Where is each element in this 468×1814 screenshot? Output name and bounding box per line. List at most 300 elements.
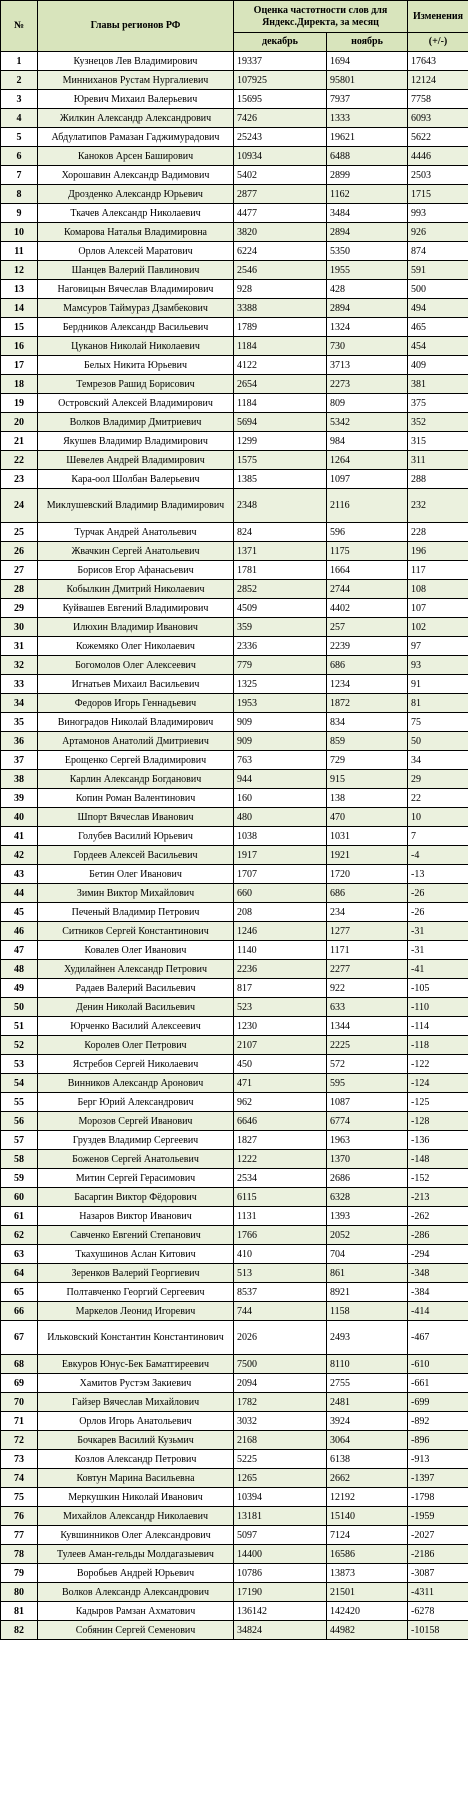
- change-value: -414: [408, 1302, 468, 1321]
- table-row: [1, 751, 468, 770]
- row-number: 33: [1, 675, 38, 694]
- november-value: 809: [327, 394, 408, 413]
- november-value: 1277: [327, 922, 408, 941]
- change-value: 315: [408, 432, 468, 451]
- december-value: 1131: [234, 1207, 327, 1226]
- november-value: 2894: [327, 223, 408, 242]
- november-value: 729: [327, 751, 408, 770]
- table-row: [1, 1564, 468, 1583]
- december-value: 10394: [234, 1488, 327, 1507]
- table-row: [1, 1374, 468, 1393]
- row-number: 72: [1, 1431, 38, 1450]
- change-value: -2186: [408, 1545, 468, 1564]
- row-number: 21: [1, 432, 38, 451]
- change-value: 232: [408, 489, 468, 523]
- table-row: [1, 337, 468, 356]
- row-number: 70: [1, 1393, 38, 1412]
- governor-name: Гордеев Алексей Васильевич: [38, 846, 234, 865]
- november-value: 2116: [327, 489, 408, 523]
- governor-name: Мамсуров Таймураз Дзамбекович: [38, 299, 234, 318]
- december-value: 471: [234, 1074, 327, 1093]
- change-value: 454: [408, 337, 468, 356]
- november-value: 8921: [327, 1283, 408, 1302]
- november-value: 2239: [327, 637, 408, 656]
- table-row: [1, 618, 468, 637]
- december-value: 5097: [234, 1526, 327, 1545]
- change-value: 107: [408, 599, 468, 618]
- december-value: 4122: [234, 356, 327, 375]
- december-value: 1265: [234, 1469, 327, 1488]
- november-value: 6488: [327, 147, 408, 166]
- table-row: [1, 903, 468, 922]
- change-value: 17643: [408, 52, 468, 71]
- row-number: 49: [1, 979, 38, 998]
- governor-name: Волков Александр Александрович: [38, 1583, 234, 1602]
- row-number: 41: [1, 827, 38, 846]
- table-row: [1, 1131, 468, 1150]
- november-value: 7124: [327, 1526, 408, 1545]
- table-row: [1, 394, 468, 413]
- november-value: 1955: [327, 261, 408, 280]
- table-row: [1, 1169, 468, 1188]
- table-row: [1, 637, 468, 656]
- row-number: 5: [1, 128, 38, 147]
- december-value: 1575: [234, 451, 327, 470]
- november-value: 19621: [327, 128, 408, 147]
- governor-name: Полтавченко Георгий Сергеевич: [38, 1283, 234, 1302]
- change-value: 7758: [408, 90, 468, 109]
- change-value: 6093: [408, 109, 468, 128]
- table-row: [1, 166, 468, 185]
- governor-name: Кузнецов Лев Владимирович: [38, 52, 234, 71]
- governor-name: Белых Никита Юрьевич: [38, 356, 234, 375]
- change-value: 91: [408, 675, 468, 694]
- row-number: 37: [1, 751, 38, 770]
- row-number: 39: [1, 789, 38, 808]
- change-value: -262: [408, 1207, 468, 1226]
- december-value: 3032: [234, 1412, 327, 1431]
- november-value: 12192: [327, 1488, 408, 1507]
- change-value: 75: [408, 713, 468, 732]
- table-row: [1, 1055, 468, 1074]
- governor-name: Миклушевский Владимир Владимирович: [38, 489, 234, 523]
- november-value: 1872: [327, 694, 408, 713]
- november-value: 2744: [327, 580, 408, 599]
- row-number: 69: [1, 1374, 38, 1393]
- december-value: 1781: [234, 561, 327, 580]
- december-value: 2852: [234, 580, 327, 599]
- december-value: 5402: [234, 166, 327, 185]
- december-value: 1707: [234, 865, 327, 884]
- december-value: 13181: [234, 1507, 327, 1526]
- table-row: [1, 470, 468, 489]
- governor-name: Темрезов Рашид Борисович: [38, 375, 234, 394]
- governor-name: Ситников Сергей Константинович: [38, 922, 234, 941]
- row-number: 12: [1, 261, 38, 280]
- governor-name: Хамитов Рустэм Закиевич: [38, 1374, 234, 1393]
- change-value: 500: [408, 280, 468, 299]
- governor-name: Каноков Арсен Баширович: [38, 147, 234, 166]
- december-value: 359: [234, 618, 327, 637]
- december-value: 6115: [234, 1188, 327, 1207]
- december-value: 410: [234, 1245, 327, 1264]
- november-value: 7937: [327, 90, 408, 109]
- row-number: 25: [1, 523, 38, 542]
- row-number: 8: [1, 185, 38, 204]
- governor-name: Богомолов Олег Алексеевич: [38, 656, 234, 675]
- table-row: [1, 675, 468, 694]
- change-value: 926: [408, 223, 468, 242]
- governor-name: Митин Сергей Герасимович: [38, 1169, 234, 1188]
- row-number: 26: [1, 542, 38, 561]
- november-value: 984: [327, 432, 408, 451]
- november-value: 2894: [327, 299, 408, 318]
- change-value: -1397: [408, 1469, 468, 1488]
- november-value: 2052: [327, 1226, 408, 1245]
- governor-name: Куйвашев Евгений Владимирович: [38, 599, 234, 618]
- november-value: 686: [327, 884, 408, 903]
- row-number: 3: [1, 90, 38, 109]
- header-november: ноябрь: [327, 33, 408, 52]
- table-row: [1, 1321, 468, 1355]
- december-value: 160: [234, 789, 327, 808]
- december-value: 136142: [234, 1602, 327, 1621]
- table-row: [1, 1393, 468, 1412]
- november-value: 6138: [327, 1450, 408, 1469]
- december-value: 5225: [234, 1450, 327, 1469]
- governor-name: Федоров Игорь Геннадьевич: [38, 694, 234, 713]
- change-value: 2503: [408, 166, 468, 185]
- row-number: 11: [1, 242, 38, 261]
- november-value: 1664: [327, 561, 408, 580]
- row-number: 2: [1, 71, 38, 90]
- header-frequency-estimate: Оценка частотности слов для Яндекс.Директа, за месяц: [234, 1, 408, 33]
- governor-name: Ястребов Сергей Николаевич: [38, 1055, 234, 1074]
- table-row: [1, 299, 468, 318]
- change-value: 352: [408, 413, 468, 432]
- change-value: -4: [408, 846, 468, 865]
- change-value: -892: [408, 1412, 468, 1431]
- row-number: 59: [1, 1169, 38, 1188]
- row-number: 48: [1, 960, 38, 979]
- change-value: 34: [408, 751, 468, 770]
- december-value: 2336: [234, 637, 327, 656]
- change-value: -105: [408, 979, 468, 998]
- december-value: 1230: [234, 1017, 327, 1036]
- change-value: 10: [408, 808, 468, 827]
- governor-name: Юрченко Василий Алексеевич: [38, 1017, 234, 1036]
- change-value: -6278: [408, 1602, 468, 1621]
- table-row: [1, 185, 468, 204]
- governor-name: Орлов Алексей Маратович: [38, 242, 234, 261]
- november-value: 13873: [327, 1564, 408, 1583]
- change-value: -384: [408, 1283, 468, 1302]
- november-value: 1344: [327, 1017, 408, 1036]
- governor-name: Цуканов Николай Николаевич: [38, 337, 234, 356]
- table-row: [1, 827, 468, 846]
- december-value: 1038: [234, 827, 327, 846]
- change-value: 117: [408, 561, 468, 580]
- governor-name: Ковалев Олег Иванович: [38, 941, 234, 960]
- november-value: 686: [327, 656, 408, 675]
- change-value: 4446: [408, 147, 468, 166]
- governor-name: Боженов Сергей Анатольевич: [38, 1150, 234, 1169]
- december-value: 1325: [234, 675, 327, 694]
- row-number: 61: [1, 1207, 38, 1226]
- governor-name: Ткачев Александр Николаевич: [38, 204, 234, 223]
- november-value: 915: [327, 770, 408, 789]
- row-number: 67: [1, 1321, 38, 1355]
- change-value: 494: [408, 299, 468, 318]
- governor-name: Гайзер Вячеслав Михайлович: [38, 1393, 234, 1412]
- change-value: 102: [408, 618, 468, 637]
- governor-name: Абдулатипов Рамазан Гаджимурадович: [38, 128, 234, 147]
- governor-name: Евкуров Юнус-Бек Баматгиреевич: [38, 1355, 234, 1374]
- table-row: [1, 656, 468, 675]
- governor-name: Ерощенко Сергей Владимирович: [38, 751, 234, 770]
- row-number: 76: [1, 1507, 38, 1526]
- governor-name: Якушев Владимир Владимирович: [38, 432, 234, 451]
- table-row: [1, 1207, 468, 1226]
- december-value: 15695: [234, 90, 327, 109]
- december-value: 523: [234, 998, 327, 1017]
- december-value: 6224: [234, 242, 327, 261]
- table-row: [1, 1283, 468, 1302]
- table-row: [1, 128, 468, 147]
- row-number: 1: [1, 52, 38, 71]
- december-value: 7500: [234, 1355, 327, 1374]
- table-row: [1, 960, 468, 979]
- december-value: 779: [234, 656, 327, 675]
- table-row: [1, 998, 468, 1017]
- governor-name: Винников Александр Аронович: [38, 1074, 234, 1093]
- table-row: [1, 865, 468, 884]
- governor-name: Игнатьев Михаил Васильевич: [38, 675, 234, 694]
- november-value: 2686: [327, 1169, 408, 1188]
- table-row: [1, 1469, 468, 1488]
- change-value: 591: [408, 261, 468, 280]
- change-value: -3087: [408, 1564, 468, 1583]
- row-number: 82: [1, 1621, 38, 1640]
- table-row: [1, 242, 468, 261]
- change-value: -118: [408, 1036, 468, 1055]
- governor-name: Худилайнен Александр Петрович: [38, 960, 234, 979]
- governor-name: Козлов Александр Петрович: [38, 1450, 234, 1469]
- november-value: 3064: [327, 1431, 408, 1450]
- governor-name: Голубев Василий Юрьевич: [38, 827, 234, 846]
- row-number: 81: [1, 1602, 38, 1621]
- december-value: 5694: [234, 413, 327, 432]
- change-value: -1959: [408, 1507, 468, 1526]
- change-value: -26: [408, 903, 468, 922]
- change-value: -13: [408, 865, 468, 884]
- change-value: -114: [408, 1017, 468, 1036]
- december-value: 34824: [234, 1621, 327, 1640]
- governor-name: Наговицын Вячеслав Владимирович: [38, 280, 234, 299]
- governor-name: Копин Роман Валентинович: [38, 789, 234, 808]
- governor-name: Виноградов Николай Владимирович: [38, 713, 234, 732]
- row-number: 47: [1, 941, 38, 960]
- change-value: -4311: [408, 1583, 468, 1602]
- table-row: [1, 1431, 468, 1450]
- december-value: 1140: [234, 941, 327, 960]
- november-value: 1963: [327, 1131, 408, 1150]
- change-value: -124: [408, 1074, 468, 1093]
- table-row: [1, 922, 468, 941]
- december-value: 1953: [234, 694, 327, 713]
- december-value: 1299: [234, 432, 327, 451]
- december-value: 1184: [234, 394, 327, 413]
- governor-name: Меркушкин Николай Иванович: [38, 1488, 234, 1507]
- december-value: 4509: [234, 599, 327, 618]
- governor-name: Кувшинников Олег Александрович: [38, 1526, 234, 1545]
- header-governor-name: Главы регионов РФ: [38, 1, 234, 52]
- row-number: 38: [1, 770, 38, 789]
- november-value: 2493: [327, 1321, 408, 1355]
- row-number: 51: [1, 1017, 38, 1036]
- november-value: 6328: [327, 1188, 408, 1207]
- change-value: -896: [408, 1431, 468, 1450]
- table-row: [1, 694, 468, 713]
- row-number: 4: [1, 109, 38, 128]
- november-value: 470: [327, 808, 408, 827]
- row-number: 13: [1, 280, 38, 299]
- table-row: [1, 1150, 468, 1169]
- row-number: 50: [1, 998, 38, 1017]
- table-row: [1, 451, 468, 470]
- row-number: 77: [1, 1526, 38, 1545]
- row-number: 65: [1, 1283, 38, 1302]
- change-value: -10158: [408, 1621, 468, 1640]
- december-value: 2546: [234, 261, 327, 280]
- governor-name: Комарова Наталья Владимировна: [38, 223, 234, 242]
- december-value: 1184: [234, 337, 327, 356]
- change-value: -913: [408, 1450, 468, 1469]
- governor-name: Печеный Владимир Петрович: [38, 903, 234, 922]
- december-value: 480: [234, 808, 327, 827]
- table-row: [1, 1093, 468, 1112]
- change-value: -136: [408, 1131, 468, 1150]
- row-number: 36: [1, 732, 38, 751]
- change-value: -41: [408, 960, 468, 979]
- november-value: 1324: [327, 318, 408, 337]
- november-value: 1333: [327, 109, 408, 128]
- table-row: [1, 542, 468, 561]
- row-number: 31: [1, 637, 38, 656]
- november-value: 595: [327, 1074, 408, 1093]
- row-number: 34: [1, 694, 38, 713]
- table-row: [1, 1074, 468, 1093]
- row-number: 15: [1, 318, 38, 337]
- table-row: [1, 223, 468, 242]
- row-number: 22: [1, 451, 38, 470]
- table-row: [1, 261, 468, 280]
- change-value: -610: [408, 1355, 468, 1374]
- governor-name: Орлов Игорь Анатольевич: [38, 1412, 234, 1431]
- december-value: 2107: [234, 1036, 327, 1055]
- change-value: -2027: [408, 1526, 468, 1545]
- november-value: 1031: [327, 827, 408, 846]
- change-value: -286: [408, 1226, 468, 1245]
- change-value: 375: [408, 394, 468, 413]
- governor-name: Берг Юрий Александрович: [38, 1093, 234, 1112]
- november-value: 2225: [327, 1036, 408, 1055]
- november-value: 1097: [327, 470, 408, 489]
- row-number: 30: [1, 618, 38, 637]
- governor-name: Артамонов Анатолий Дмитриевич: [38, 732, 234, 751]
- table-row: [1, 846, 468, 865]
- row-number: 44: [1, 884, 38, 903]
- row-number: 68: [1, 1355, 38, 1374]
- november-value: 2481: [327, 1393, 408, 1412]
- table-row: [1, 1526, 468, 1545]
- governor-name: Ильковский Константин Константинович: [38, 1321, 234, 1355]
- november-value: 633: [327, 998, 408, 1017]
- header-number: №: [1, 1, 38, 52]
- november-value: 5350: [327, 242, 408, 261]
- governor-name: Басаргин Виктор Фёдорович: [38, 1188, 234, 1207]
- change-value: -31: [408, 922, 468, 941]
- row-number: 10: [1, 223, 38, 242]
- table-row: [1, 789, 468, 808]
- governor-name: Кобылкин Дмитрий Николаевич: [38, 580, 234, 599]
- change-value: 196: [408, 542, 468, 561]
- november-value: 15140: [327, 1507, 408, 1526]
- december-value: 660: [234, 884, 327, 903]
- table-row: [1, 204, 468, 223]
- row-number: 79: [1, 1564, 38, 1583]
- governor-name: Савченко Евгений Степанович: [38, 1226, 234, 1245]
- table-row: [1, 523, 468, 542]
- row-number: 27: [1, 561, 38, 580]
- table-row: [1, 770, 468, 789]
- governor-name: Турчак Андрей Анатольевич: [38, 523, 234, 542]
- governor-name: Ковтун Марина Васильевна: [38, 1469, 234, 1488]
- row-number: 80: [1, 1583, 38, 1602]
- governor-name: Радаев Валерий Васильевич: [38, 979, 234, 998]
- change-value: 1715: [408, 185, 468, 204]
- governor-name: Назаров Виктор Иванович: [38, 1207, 234, 1226]
- change-value: -26: [408, 884, 468, 903]
- december-value: 944: [234, 770, 327, 789]
- row-number: 43: [1, 865, 38, 884]
- november-value: 1175: [327, 542, 408, 561]
- december-value: 1917: [234, 846, 327, 865]
- december-value: 1782: [234, 1393, 327, 1412]
- november-value: 3713: [327, 356, 408, 375]
- change-value: 288: [408, 470, 468, 489]
- table-row: [1, 52, 468, 71]
- table-row: [1, 432, 468, 451]
- table-row: [1, 1017, 468, 1036]
- table-row: [1, 109, 468, 128]
- row-number: 14: [1, 299, 38, 318]
- december-value: 1827: [234, 1131, 327, 1150]
- table-row: [1, 941, 468, 960]
- change-value: 465: [408, 318, 468, 337]
- change-value: -128: [408, 1112, 468, 1131]
- change-value: -467: [408, 1321, 468, 1355]
- row-number: 42: [1, 846, 38, 865]
- change-value: 228: [408, 523, 468, 542]
- change-value: -661: [408, 1374, 468, 1393]
- november-value: 834: [327, 713, 408, 732]
- table-row: [1, 375, 468, 394]
- governor-name: Дрозденко Александр Юрьевич: [38, 185, 234, 204]
- november-value: 6774: [327, 1112, 408, 1131]
- table-row: [1, 71, 468, 90]
- row-number: 32: [1, 656, 38, 675]
